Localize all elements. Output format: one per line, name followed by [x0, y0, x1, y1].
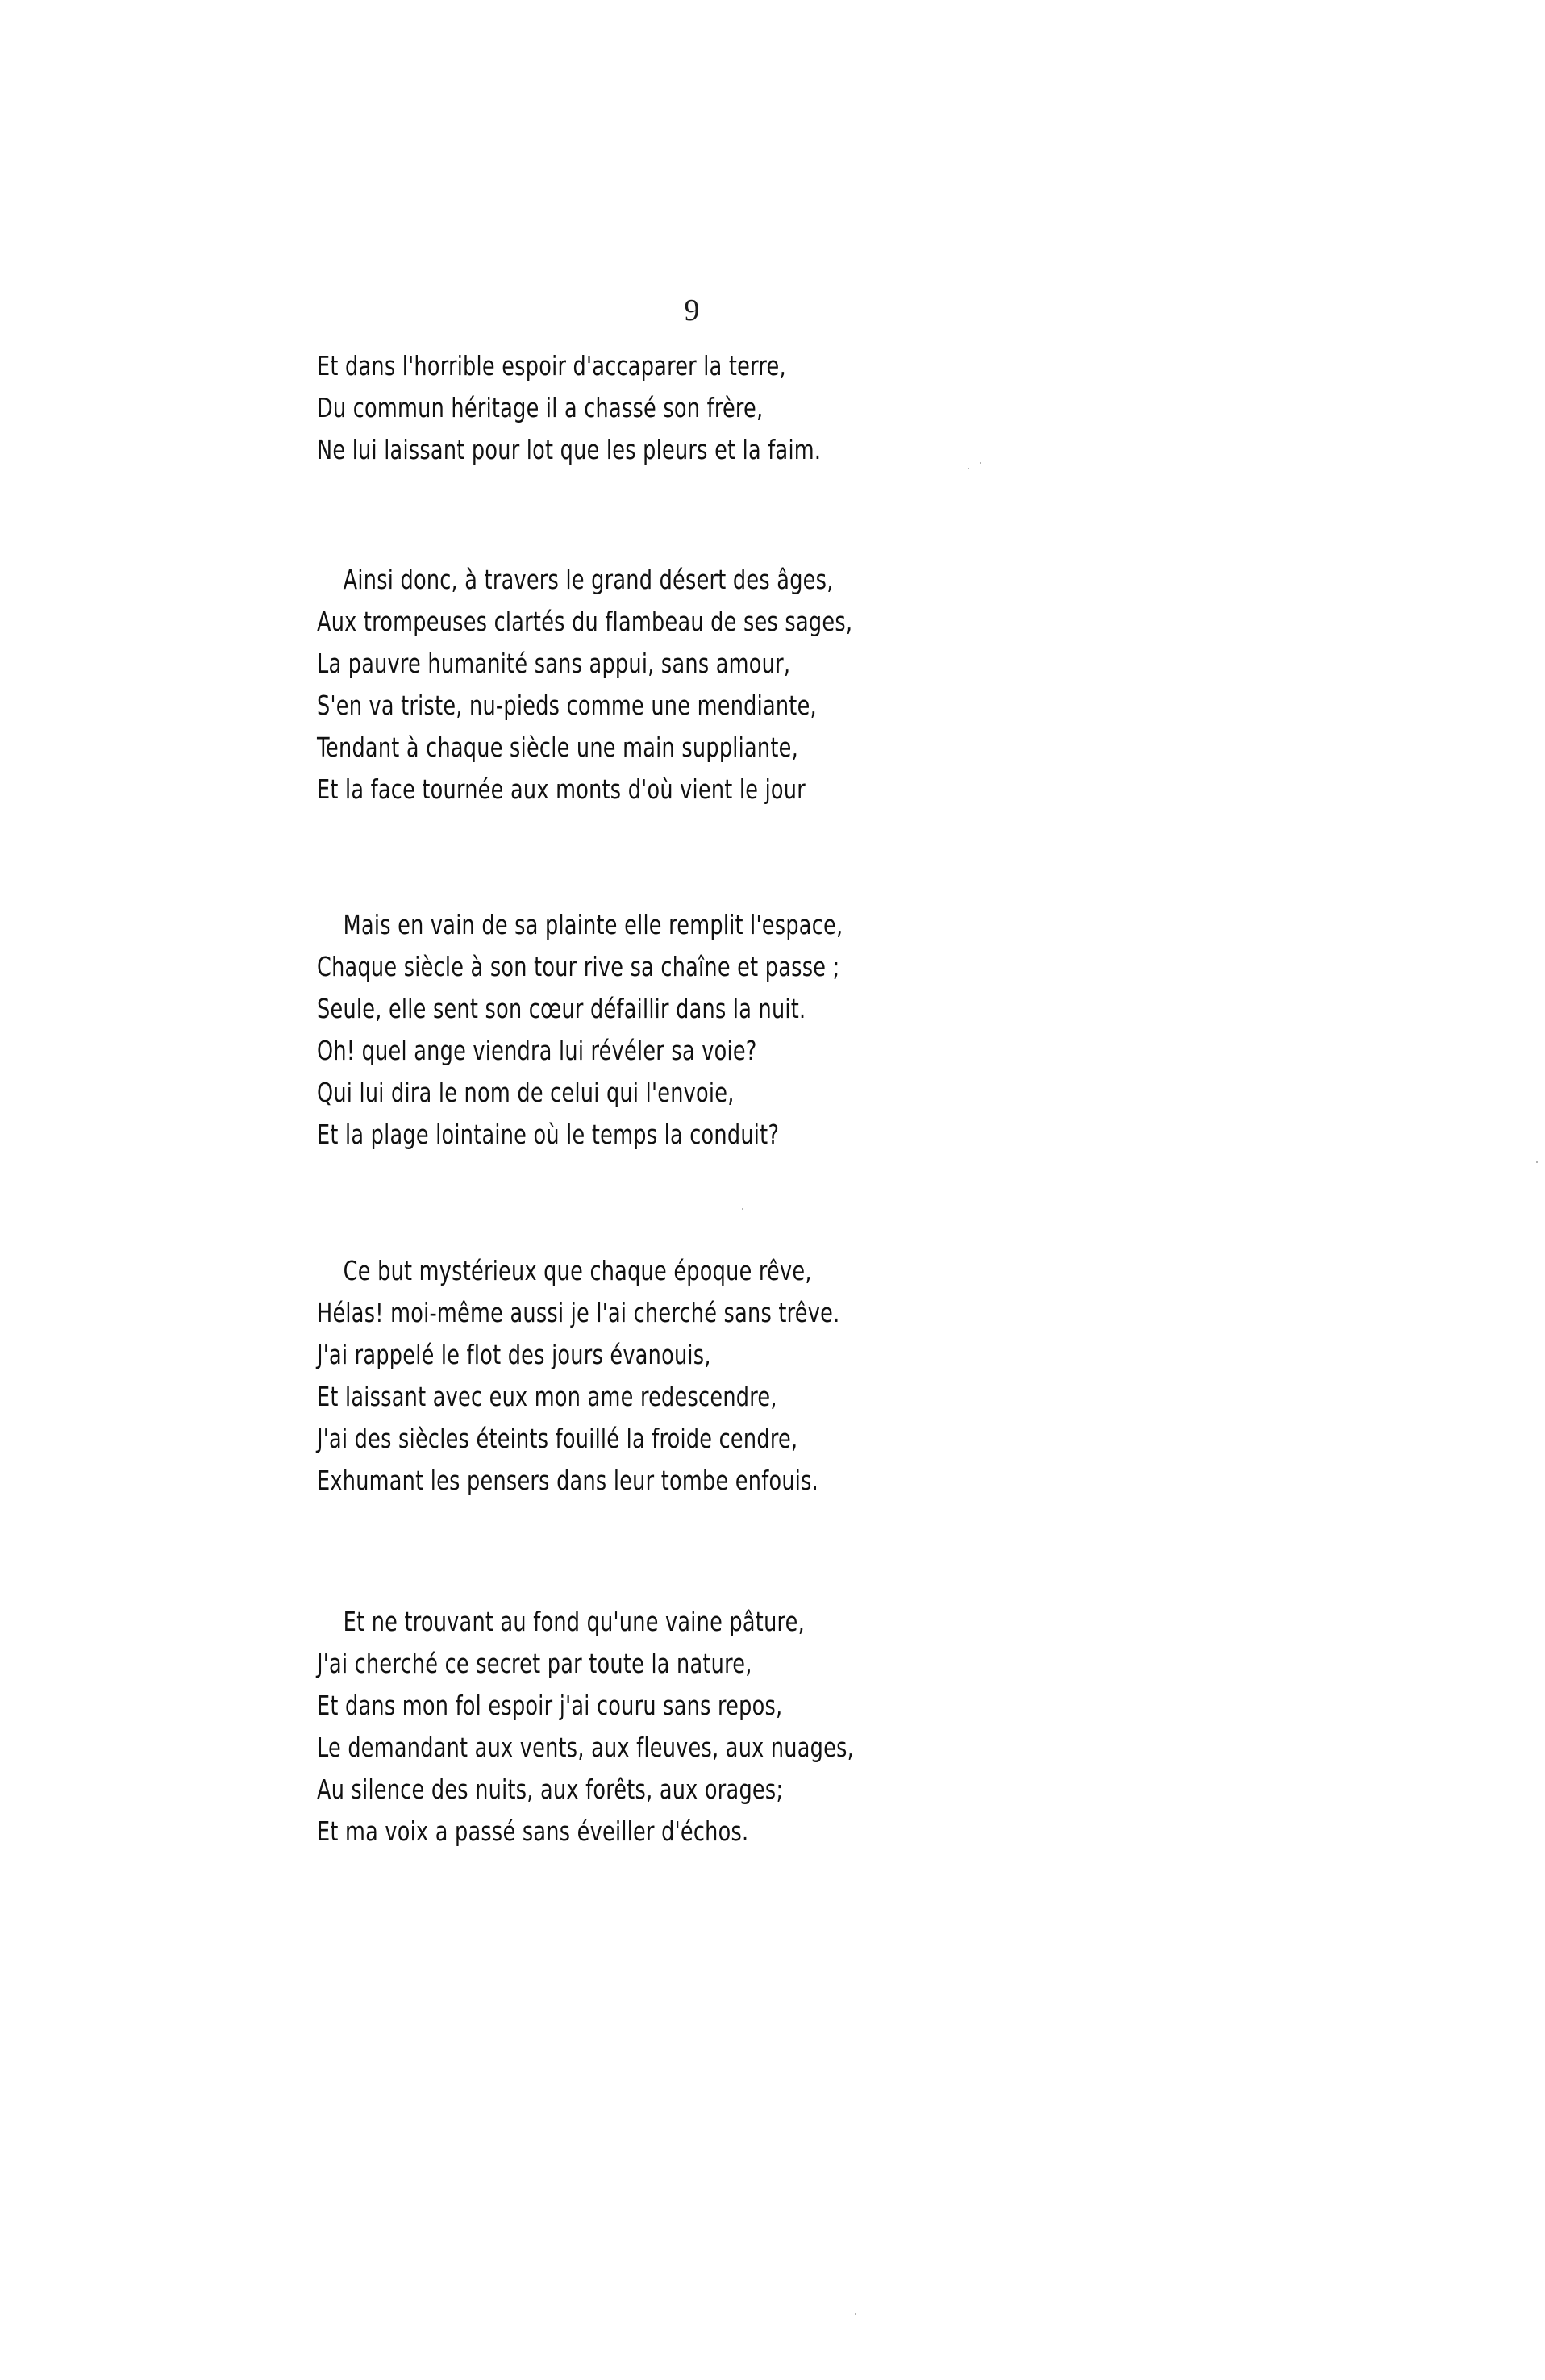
verse-line: J'ai cherché ce secret par toute la nature, — [317, 1648, 752, 1679]
stanza-4 — [317, 1250, 1139, 1502]
verse-line: Qui lui dira le nom de celui qui l'envoie, — [317, 1077, 735, 1108]
stanza-2 — [317, 559, 1139, 811]
verse-line: Et ma voix a passé sans éveiller d'échos. — [317, 1815, 749, 1847]
verse-line: Du commun héritage il a chassé son frère, — [317, 392, 764, 423]
verse-line: Exhumant les pensers dans leur tombe enfouis. — [317, 1465, 819, 1496]
verse-line: Chaque siècle à son tour rive sa chaîne et passe ; — [317, 951, 840, 982]
verse-line: S'en va triste, nu-pieds comme une mendiante, — [317, 690, 817, 721]
verse-line: Au silence des nuits, aux forêts, aux orages; — [317, 1774, 784, 1805]
verse-line: Et dans mon fol espoir j'ai couru sans repos, — [317, 1690, 783, 1721]
scan-speck — [980, 462, 981, 464]
stanza-1 — [317, 345, 1139, 471]
verse-line: J'ai des siècles éteints fouillé la froide cendre, — [317, 1423, 798, 1454]
page-number: 9 — [684, 294, 700, 327]
verse-line: Aux trompeuses clartés du flambeau de ses sages, — [317, 606, 853, 637]
verse-line: Ce but mystérieux que chaque époque rêve, — [343, 1255, 812, 1286]
stanza-5 — [317, 1601, 1139, 1853]
scan-speck — [855, 2313, 856, 2315]
verse-line: Le demandant aux vents, aux fleuves, aux nuages, — [317, 1732, 855, 1763]
verse-line: J'ai rappelé le flot des jours évanouis, — [317, 1339, 711, 1370]
scan-speck — [968, 468, 969, 469]
verse-line: Et ne trouvant au fond qu'une vaine pâture, — [343, 1606, 805, 1637]
verse-line: Seule, elle sent son cœur défaillir dans la nuit. — [317, 993, 806, 1024]
verse-line: Et laissant avec eux mon ame redescendre, — [317, 1381, 777, 1412]
verse-line: Ainsi donc, à travers le grand désert des âges, — [343, 564, 834, 595]
verse-line: Et dans l'horrible espoir d'accaparer la terre, — [317, 350, 786, 381]
scan-speck — [742, 1208, 743, 1210]
verse-line: Tendant à chaque siècle une main suppliante, — [317, 732, 798, 763]
verse-line: Mais en vain de sa plainte elle remplit l'espace, — [343, 909, 843, 940]
verse-line: Ne lui laissant pour lot que les pleurs et la faim. — [317, 434, 822, 465]
verse-line: La pauvre humanité sans appui, sans amour, — [317, 648, 791, 679]
stanza-3 — [317, 904, 1139, 1156]
verse-line: Oh! quel ange viendra lui révéler sa voie? — [317, 1035, 757, 1066]
scan-speck — [1536, 1161, 1538, 1163]
verse-line: Hélas! moi-même aussi je l'ai cherché sans trêve. — [317, 1297, 840, 1328]
verse-line: Et la face tournée aux monts d'où vient le jour — [317, 773, 806, 805]
verse-line: Et la plage lointaine où le temps la conduit? — [317, 1119, 780, 1150]
